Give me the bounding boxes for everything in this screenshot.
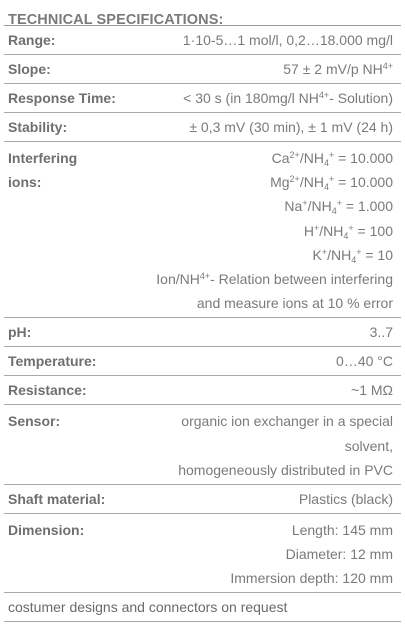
range-label: Range:	[8, 32, 56, 48]
shaft-material-row	[4, 485, 401, 514]
resistance-row	[4, 376, 401, 405]
stability-value: ± 0,3 mV (30 min), ± 1 mV (24 h)	[189, 119, 393, 135]
stability-row	[4, 113, 401, 142]
temperature-value: 0…40 °C	[336, 353, 393, 370]
resistance-label: Resistance:	[8, 382, 87, 399]
relation-note-2: and measure ions at 10 % error	[196, 295, 393, 312]
slope-value: 57 ± 2 mV/p $NH^{4+}$	[283, 61, 393, 77]
shaft-material-label: Shaft material:	[8, 490, 106, 507]
spec-sheet	[4, 0, 401, 622]
interfering-ions-label: Interfering ions:	[8, 150, 78, 191]
interfering-ions-values	[156, 146, 401, 315]
range-row	[4, 26, 401, 55]
slope-label: Slope:	[8, 61, 51, 77]
k-ratio: $K^+/NH_4^+ = 10$	[312, 246, 393, 265]
temperature-label: Temperature:	[8, 353, 97, 370]
mg-ratio: $Mg^{2+}/NH_4^+ = 10.000$	[270, 174, 393, 193]
ph-label: pH:	[8, 324, 32, 341]
dimension-value: Length: 145 mm Diameter: 12 mm Immersion depth: 120 mm	[230, 521, 393, 587]
ca-ratio: $Ca^{2+}/NH_4^+ = 10.000$	[271, 150, 393, 168]
stability-label: Stability:	[8, 119, 68, 135]
range-value: 1·10-5…1 mol/l, 0,2…18.000 mg/l	[182, 32, 393, 48]
dimension-row	[4, 514, 401, 594]
spec-title: TECHNICAL SPECIFICATIONS:	[4, 0, 401, 26]
sensor-value: organic ion exchanger in a special solvent, homogeneously distributed in PVC	[178, 413, 393, 478]
ph-value: 3..7	[369, 324, 393, 341]
response-time-label: Response Time:	[8, 90, 116, 106]
na-ratio: $Na^+/NH_4^+ = 1.000$	[284, 198, 393, 217]
shaft-material-value: Plastics (black)	[298, 490, 393, 507]
sensor-row	[4, 405, 401, 485]
response-time-value: < 30 s (in 180mg/l $NH^{4+}-$ Solution)	[183, 90, 393, 106]
resistance-value: ~1 MΩ	[351, 382, 393, 399]
ph-row	[4, 318, 401, 347]
h-ratio: $H^+/NH_4^+ = 100$	[303, 222, 393, 241]
response-time-row	[4, 84, 401, 113]
sensor-label: Sensor:	[8, 413, 61, 430]
relation-note-1: Ion/$NH^{4+}-$ Relation between interfering	[156, 270, 393, 287]
dimension-label: Dimension:	[8, 521, 85, 538]
footer-note: costumer designs and connectors on request	[4, 593, 401, 622]
interfering-ions-row	[4, 142, 401, 318]
temperature-row	[4, 347, 401, 376]
slope-row	[4, 55, 401, 84]
